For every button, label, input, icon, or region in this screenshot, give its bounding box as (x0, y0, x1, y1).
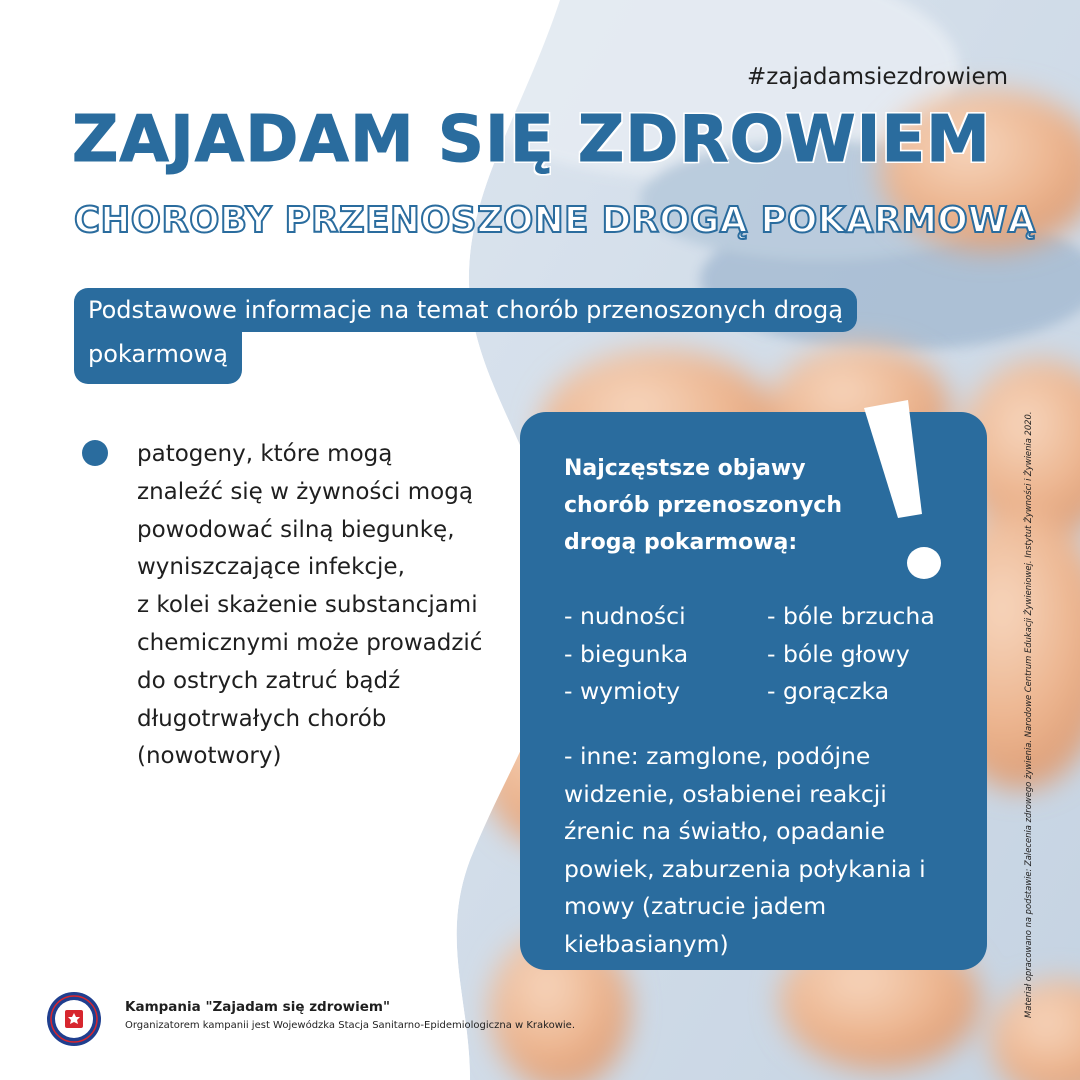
symptoms-column-1 (564, 598, 688, 711)
sanitary-inspection-logo-icon (46, 991, 102, 1047)
symptoms-card (520, 412, 987, 970)
symptom-item: - bóle głowy (767, 639, 910, 668)
symptom-item: - biegunka (564, 639, 689, 668)
other-symptoms: - inne: zamglone, podójne widzenie, osłabienei reakcji źrenic na światło, opadanie powiek, zaburzenia połykania i mowy (zatrucie jadem kiełbasianym) (564, 742, 926, 958)
bullet-text: patogeny, które mogą znaleźć się w żywności mogą powodować silną biegunkę, wyniszczające infekcje, z kolei skażenie substancjami chemicznymi może prowadzić do ostrych zatruć bądź długotrwałych chorób (nowotwory) (137, 441, 483, 770)
source-note: Materiał opracowano na podstawie: Zalecenia zdrowego żywienia. Narodowe Centrum Edukacji Żywieniowej. Instytut Żywności i Żywienia 2020. (1023, 411, 1033, 1018)
footer-subtitle: Organizatorem kampanii jest Wojewódzka Stacja Sanitarno-Epidemiologiczna w Krakowie. (125, 1020, 576, 1031)
symptoms-column-2 (767, 598, 935, 711)
page-subtitle: CHOROBY PRZENOSZONE DROGĄ POKARMOWĄ (74, 200, 1036, 241)
intro-line-1: Podstawowe informacje na temat chorób przenoszonych drogą (74, 288, 857, 332)
symptom-item: - gorączka (767, 677, 890, 705)
footer-title: Kampania "Zajadam się zdrowiem" (125, 999, 390, 1015)
symptom-item: - bóle brzucha (767, 602, 935, 630)
intro-line-2: pokarmową (74, 332, 242, 384)
symptom-item: - wymioty (564, 677, 680, 705)
symptoms-heading: Najczęstsze objawy chorób przenoszonych drogą pokarmową: (564, 456, 843, 555)
intro-banner (74, 288, 857, 384)
hashtag: #zajadamsiezdrowiem (747, 64, 1008, 90)
bullet-dot-icon (82, 440, 108, 466)
page-title: ZAJADAM SIĘ ZDROWIEM (72, 103, 991, 177)
exclamation-icon (850, 398, 970, 598)
symptom-item: - nudności (564, 602, 686, 630)
